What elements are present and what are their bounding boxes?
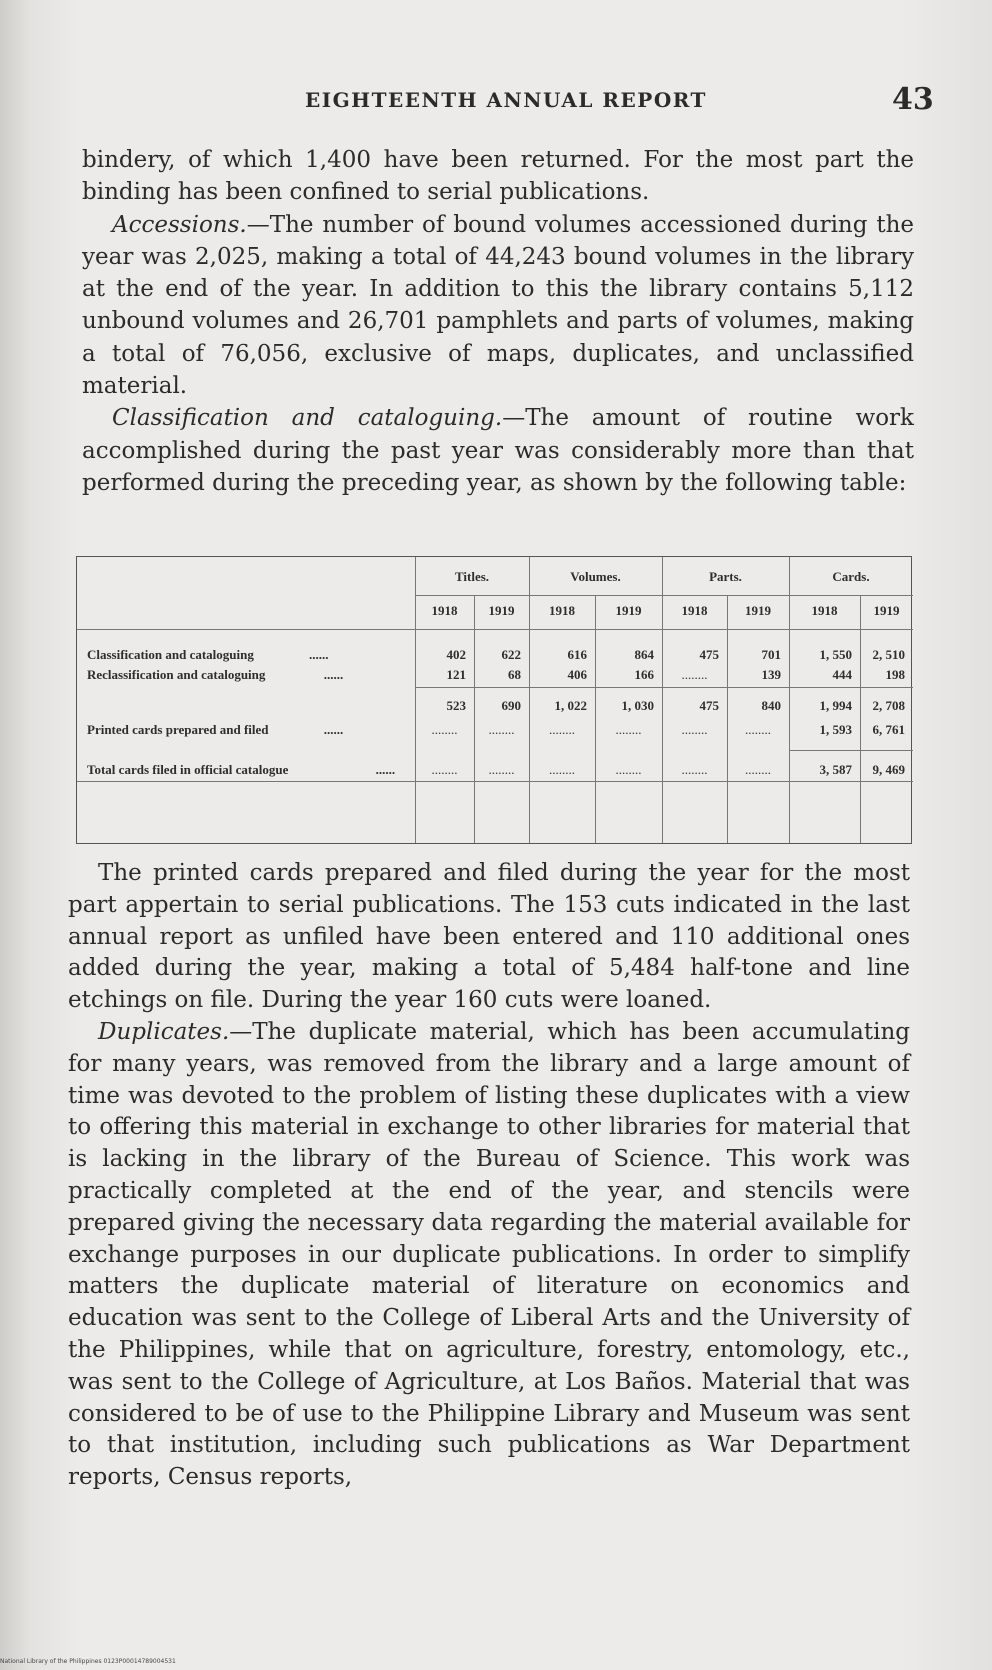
- table-cell-value: 1, 550: [819, 647, 852, 662]
- table-row-label: Reclassification and cataloguing: [87, 667, 266, 682]
- table-cell-value: 444: [832, 667, 852, 682]
- table-row-label: Classification and cataloguing: [87, 647, 254, 662]
- table-leader-dots: ......: [323, 722, 344, 737]
- table-rule-vertical: [860, 595, 861, 843]
- cataloguing-table: [76, 556, 912, 844]
- table-cell-value: 690: [501, 698, 521, 713]
- table-cell-value: 402: [446, 647, 466, 662]
- table-cell-value: 864: [634, 647, 654, 662]
- table-cell-value: 406: [567, 667, 587, 682]
- table-cell-value: 121: [446, 667, 466, 682]
- table-rule-horizontal: [77, 629, 913, 630]
- paragraph-text: —The amount of routine work accomplished during the past year was considerably more than that performed during the preceding year, as shown by the following table:: [82, 405, 914, 496]
- table-cell-empty-leader: ........: [745, 762, 771, 777]
- scan-footer-mark: National Library of the Philippines 0123P00014789004531: [0, 1658, 176, 1665]
- table-cell-empty-leader: ........: [681, 722, 708, 737]
- table-group-header: Parts.: [709, 569, 742, 584]
- table-cell-empty-leader: ........: [615, 722, 642, 737]
- table-cell-empty-leader: ........: [745, 722, 771, 737]
- table-group-header: Titles.: [454, 569, 490, 584]
- paragraph-classification: [82, 402, 914, 499]
- table-cell-empty-leader: ........: [431, 722, 458, 737]
- table-rule-horizontal: [415, 595, 913, 596]
- table-cell-empty-leader: ........: [431, 762, 458, 777]
- paragraph-text: —The duplicate material, which has been accumulating for many years, was removed from the library and a large amount of time was devoted to the problem of listing these duplicates with a view to offering this material in exchange to other libraries for material that is lacking in the library of the Bureau of Science. This work was practically completed at the end of the year, and stencils were prepared giving the necessary data regarding the material available for exchange purposes in our duplicate publications. In order to simplify matters the duplicate material of literature on economics and education was sent to the College of Liberal Arts and the University of the Philippines, while that on agriculture, forestry, entomology, etc., was sent to the College of Agriculture, at Los Baños. Material that was considered to be of use to the Philippine Library and Museum was sent to that institution, including such publications as War Department reports, Census reports,: [68, 1018, 910, 1491]
- table-cell-value: 523: [446, 698, 466, 713]
- table-cell-value: 701: [761, 647, 781, 662]
- table-year-header: 1919: [615, 603, 642, 618]
- paragraph-bindery: [82, 144, 914, 209]
- table-leader-dots: ......: [323, 667, 344, 682]
- table-cell-empty-leader: ........: [488, 722, 515, 737]
- table-cell-value: 2, 708: [872, 698, 905, 713]
- paragraph-text: —The number of bound volumes accessioned during the year was 2,025, making a total of 44,243 bound volumes in the library at the end of the year. In addition to this the library contains 5,112 unbound volumes and 26,701 pamphlets and parts of volumes, making a total of 76,056, exclusive of maps, duplicates, and unclassified material.: [82, 211, 914, 400]
- table-cell-empty-leader: ........: [549, 722, 575, 737]
- table-rule-vertical: [595, 595, 596, 843]
- table-cell-empty-leader: ........: [615, 762, 642, 777]
- table-cell-value: 68: [508, 667, 521, 682]
- table-cell-value: 166: [634, 667, 654, 682]
- table-leader-dots: ......: [375, 762, 396, 777]
- table-cell-value: 1, 994: [819, 698, 852, 713]
- table-cell-value: 9, 469: [872, 762, 905, 777]
- paragraph-text: The printed cards prepared and filed during the year for the most part appertain to serial publications. The 153 cuts indicated in the last annual report as unfiled have been entered and 110 additional ones added during the year, making a total of 5,484 half-tone and line etchings on file. During the year 160 cuts were loaned.: [68, 860, 910, 1014]
- running-head: [0, 82, 992, 120]
- table-cell-value: 475: [699, 698, 719, 713]
- table-year-header: 1918: [431, 603, 458, 618]
- table-rule-vertical: [727, 595, 728, 843]
- paragraph-printed-cards: [68, 858, 910, 1017]
- table-year-header: 1918: [549, 603, 575, 618]
- table-cell-empty-leader: ........: [681, 667, 708, 682]
- paragraph-duplicates: [68, 1017, 910, 1494]
- table-cell-value: 2, 510: [872, 647, 905, 662]
- table-rule-horizontal: [415, 687, 913, 688]
- table-group-header: Volumes.: [570, 569, 621, 584]
- table-group-header: Cards.: [832, 569, 870, 584]
- table-cell-value: 616: [567, 647, 587, 662]
- table-year-header: 1918: [811, 603, 838, 618]
- run-in-heading: Accessions.: [112, 211, 247, 238]
- table-cell-value: 1, 593: [819, 722, 852, 737]
- body-text-top: [82, 144, 914, 499]
- table-rule-horizontal: [77, 781, 913, 782]
- page-number: 43: [892, 82, 934, 117]
- table-cell-value: 840: [761, 698, 781, 713]
- table-cell-value: 198: [885, 667, 905, 682]
- table-cell-value: 475: [699, 647, 719, 662]
- table-year-header: 1919: [745, 603, 771, 618]
- table-cell-empty-leader: ........: [549, 762, 575, 777]
- table-cell-empty-leader: ........: [681, 762, 708, 777]
- run-in-heading: Duplicates.: [98, 1018, 230, 1045]
- table-cell-value: 622: [501, 647, 521, 662]
- table-cell-value: 6, 761: [872, 722, 905, 737]
- paragraph-accessions: [82, 209, 914, 403]
- table-cell-value: 1, 022: [554, 698, 587, 713]
- paragraph-text: bindery, of which 1,400 have been returned. For the most part the binding has been confined to serial publications.: [82, 147, 914, 206]
- table-year-header: 1919: [873, 603, 900, 618]
- table-cell-value: 1, 030: [621, 698, 654, 713]
- table-row-label: Total cards filed in official catalogue: [87, 762, 289, 777]
- run-in-heading: Classification and cataloguing.: [112, 405, 503, 432]
- table-cell-value: 3, 587: [819, 762, 852, 777]
- table-cell-empty-leader: ........: [488, 762, 515, 777]
- table-cell-value: 139: [761, 667, 781, 682]
- running-title: EIGHTEENTH ANNUAL REPORT: [305, 88, 707, 112]
- table-rule-horizontal: [789, 750, 913, 751]
- table-rule-vertical: [474, 595, 475, 843]
- table-leader-dots: ......: [309, 647, 329, 662]
- table-year-header: 1918: [681, 603, 708, 618]
- table-year-header: 1919: [488, 603, 515, 618]
- table-row-label: Printed cards prepared and filed: [87, 722, 269, 737]
- body-text-bottom: [68, 858, 910, 1494]
